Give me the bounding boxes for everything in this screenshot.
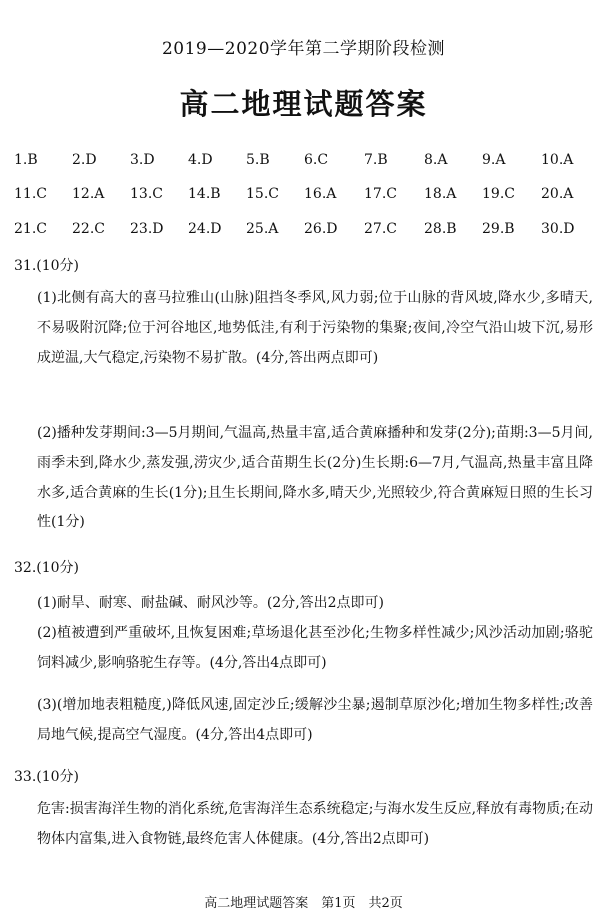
answer-item: 1.B [14, 152, 38, 168]
answer-item: 6.C [304, 152, 329, 168]
answer-item: 26.D [304, 221, 338, 237]
answer-item: 8.A [424, 152, 448, 168]
answer-item: 28.B [424, 221, 457, 237]
answer-item: 30.D [541, 221, 575, 237]
question-31-part-2: (2)播种发芽期间:3—5月期间,气温高,热量丰富,适合黄麻播种和发芽(2分);苗期:3—5月间,雨季未到,降水少,蒸发强,涝灾少,适合苗期生长(2分)生长期:6—7月,气温高,热量丰富且降水多,适合黄麻的生长(1分);且生长期间,降水多,晴天少,光照较少,符合黄麻短日照的生长习性(1分) [37, 425, 593, 531]
answer-item: 29.B [482, 221, 515, 237]
question-32-heading: 32.(10分) [14, 560, 80, 576]
answer-item: 27.C [364, 221, 397, 237]
answer-item: 4.D [188, 152, 213, 168]
question-33-heading: 33.(10分) [14, 769, 80, 785]
answer-item: 12.A [72, 186, 105, 202]
question-32-part-3: (3)(增加地表粗糙度,)降低风速,固定沙丘;缓解沙尘暴;遏制草原沙化;增加生物多样性;改善局地气候,提高空气湿度。(4分,答出4点即可) [37, 697, 593, 743]
answer-row [0, 152, 607, 172]
answer-item: 11.C [14, 186, 47, 202]
answer-item: 14.B [188, 186, 221, 202]
answer-item: 15.C [246, 186, 279, 202]
answer-item: 7.B [364, 152, 388, 168]
answer-item: 21.C [14, 221, 47, 237]
question-31-heading: 31.(10分) [14, 258, 80, 274]
exam-subtitle: 2019—2020学年第二学期阶段检测 [161, 39, 446, 59]
answer-item: 25.A [246, 221, 279, 237]
answer-item: 24.D [188, 221, 222, 237]
answer-item: 18.A [424, 186, 457, 202]
answer-item: 2.D [72, 152, 97, 168]
question-31-part-1: (1)北侧有高大的喜马拉雅山(山脉)阻挡冬季风,风力弱;位于山脉的背风坡,降水少,多晴天,不易吸附沉降;位于河谷地区,地势低洼,有利于污染物的集聚;夜间,冷空气沿山坡下沉,易形成逆温,大气稳定,污染物不易扩散。(4分,答出两点即可) [37, 290, 593, 366]
answer-row [0, 221, 607, 241]
page-footer: 高二地理试题答案 第1页 共2页 [204, 896, 403, 911]
answer-item: 22.C [72, 221, 105, 237]
question-32-part-2: (2)植被遭到严重破坏,且恢复困难;草场退化甚至沙化;生物多样性减少;风沙活动加剧;骆驼饲料减少,影响骆驼生存等。(4分,答出4点即可) [37, 625, 593, 671]
answer-item: 16.A [304, 186, 337, 202]
answer-item: 23.D [130, 221, 164, 237]
answer-item: 3.D [130, 152, 155, 168]
answer-item: 5.B [246, 152, 270, 168]
answer-item: 17.C [364, 186, 397, 202]
answer-item: 10.A [541, 152, 574, 168]
question-32-part-1: (1)耐旱、耐寒、耐盐碱、耐风沙等。(2分,答出2点即可) [37, 595, 385, 611]
answer-row [0, 186, 607, 206]
answer-item: 20.A [541, 186, 574, 202]
answer-item: 13.C [130, 186, 163, 202]
answer-item: 9.A [482, 152, 506, 168]
answer-item: 19.C [482, 186, 515, 202]
page-title: 高二地理试题答案 [179, 87, 428, 121]
question-33-answer: 危害:损害海洋生物的消化系统,危害海洋生态系统稳定;与海水发生反应,释放有毒物质;在动物体内富集,进入食物链,最终危害人体健康。(4分,答出2点即可) [37, 801, 593, 847]
